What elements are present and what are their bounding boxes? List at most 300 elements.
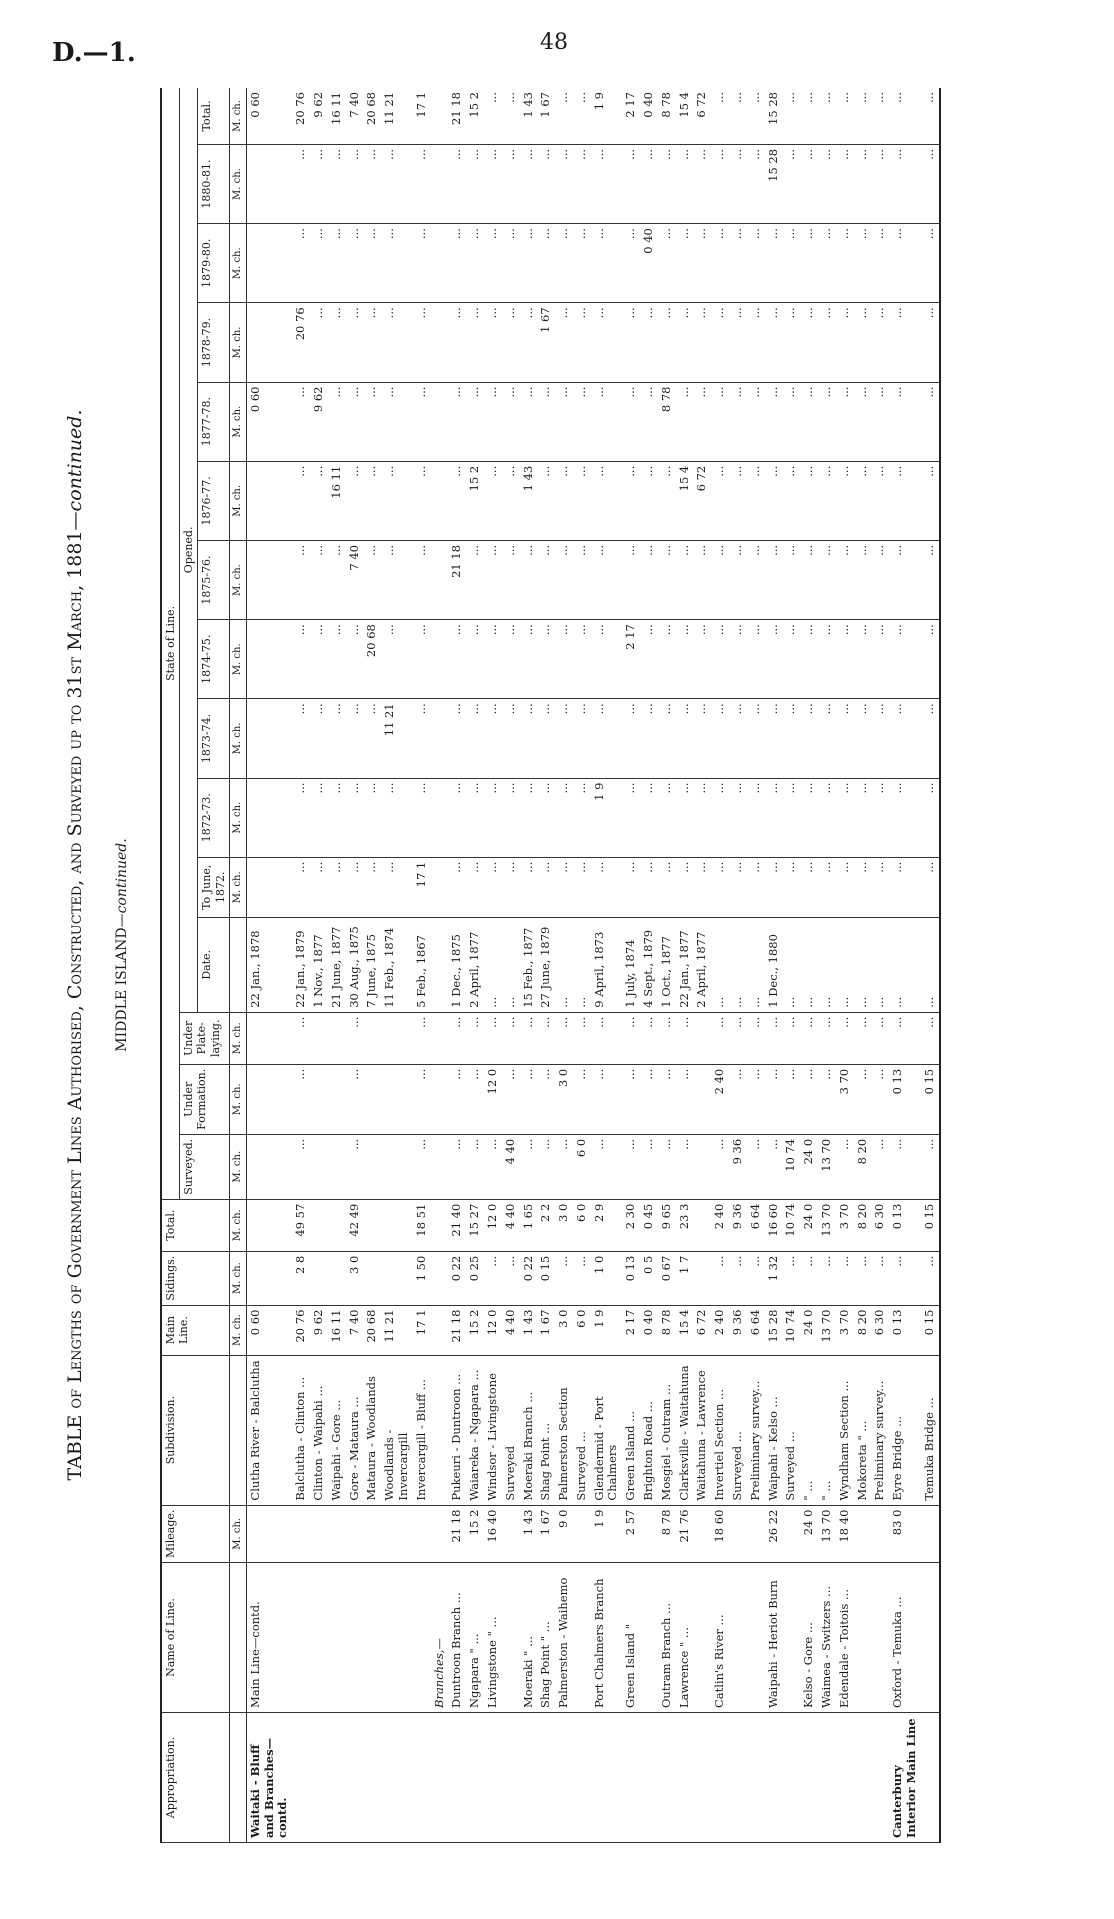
cell-tot: 0 13 (889, 1199, 921, 1251)
cell-sub: Clarksville - Waitahuna (676, 1355, 694, 1505)
cell-app (765, 1713, 783, 1843)
table-row (729, 88, 747, 1843)
cell-surv: ... (413, 1134, 431, 1199)
cell-plate: ... (765, 1012, 783, 1064)
cell-c7576: ... (658, 540, 676, 619)
cell-c7980: ... (346, 224, 364, 303)
cell-main: 10 74 (782, 1305, 800, 1355)
cell-date: ... (800, 917, 818, 1012)
cell-open: ... (484, 88, 502, 144)
cell-c7475: 2 17 (622, 620, 640, 699)
header-mileage: Mileage. (161, 1505, 229, 1562)
cell-app (555, 1713, 573, 1843)
cell-c8081: ... (889, 144, 921, 223)
cell-open: 1 43 (520, 88, 538, 144)
cell-c7475: ... (381, 620, 413, 699)
cell-open: 2 17 (622, 88, 640, 144)
table-row (854, 88, 872, 1843)
cell-c7576: ... (363, 540, 381, 619)
cell-c7374: ... (921, 699, 940, 778)
cell-sub: Palmerston Section (555, 1355, 573, 1505)
header-date: Date. (198, 917, 229, 1012)
cell-plate: ... (413, 1012, 431, 1064)
cell-surv: ... (711, 1134, 729, 1199)
cell-c8081: ... (363, 144, 381, 223)
cell-mileage: 15 2 (466, 1505, 484, 1562)
cell-name: Shag Point " ... (537, 1563, 555, 1713)
cell-c7677: ... (381, 461, 413, 540)
cell-c7677: ... (622, 461, 640, 540)
cell-app: Canterbury Interior Main Line (889, 1713, 921, 1843)
cell-c7273: ... (328, 778, 346, 857)
cell-sid: 0 13 (622, 1251, 640, 1305)
cell-c8081: ... (693, 144, 711, 223)
table-subtitle-suffix: continued. (114, 838, 130, 914)
cell-c7677: ... (921, 461, 940, 540)
cell-c7677: ... (448, 461, 466, 540)
cell-sid: 1 7 (676, 1251, 694, 1305)
cell-c7778: ... (466, 382, 484, 461)
cell-form (328, 1064, 346, 1134)
cell-sub: Preliminary survey... (871, 1355, 889, 1505)
cell-c7980: ... (466, 224, 484, 303)
cell-sid: ... (818, 1251, 836, 1305)
cell-open: 11 21 (381, 88, 413, 144)
cell-plate (381, 1012, 413, 1064)
cell-sid: ... (555, 1251, 573, 1305)
cell-app (854, 1713, 872, 1843)
cell-form: ... (622, 1064, 640, 1134)
table-row (836, 88, 854, 1843)
cell-c7374: ... (448, 699, 466, 778)
cell-name (640, 1563, 658, 1713)
table-title-suffix: continued. (64, 409, 86, 512)
cell-date: ... (818, 917, 836, 1012)
cell-form: ... (413, 1064, 431, 1134)
cell-surv: ... (484, 1134, 502, 1199)
cell-jun72: ... (854, 857, 872, 917)
cell-c7475: ... (711, 620, 729, 699)
cell-c7778: 9 62 (310, 382, 328, 461)
cell-c7677: ... (413, 461, 431, 540)
cell-plate: ... (520, 1012, 538, 1064)
cell-jun72: ... (591, 857, 623, 917)
cell-mileage (573, 1505, 591, 1562)
cell-form: ... (854, 1064, 872, 1134)
cell-c7778: 8 78 (658, 382, 676, 461)
cell-c7475: ... (573, 620, 591, 699)
table-row (555, 88, 573, 1843)
cell-main: 6 30 (871, 1305, 889, 1355)
cell-main: 6 64 (747, 1305, 765, 1355)
cell-c7273: ... (622, 778, 640, 857)
cell-c7576: ... (502, 540, 520, 619)
cell-open: 8 78 (658, 88, 676, 144)
unit-label: M. ch. (229, 699, 246, 778)
table-title (64, 410, 86, 1481)
cell-mileage: 16 40 (484, 1505, 502, 1562)
header-1875-76: 1875-76. (198, 540, 229, 619)
cell-mileage (363, 1505, 381, 1562)
cell-main: 21 18 (448, 1305, 466, 1355)
cell-c7778: ... (747, 382, 765, 461)
table-row (413, 88, 431, 1843)
cell-c7273: ... (640, 778, 658, 857)
cell-plate: ... (800, 1012, 818, 1064)
cell-c7677: ... (711, 461, 729, 540)
cell-date: ... (854, 917, 872, 1012)
cell-sub: Glendermid - Port Chalmers (591, 1355, 623, 1505)
cell-c7576 (246, 540, 292, 619)
cell-c7576 (431, 540, 449, 619)
cell-c7374: ... (573, 699, 591, 778)
cell-c7273: ... (889, 778, 921, 857)
cell-c8081: ... (591, 144, 623, 223)
cell-surv: ... (622, 1134, 640, 1199)
cell-tot (693, 1199, 711, 1251)
cell-app (640, 1713, 658, 1843)
cell-c7778: ... (502, 382, 520, 461)
cell-c7778: ... (921, 382, 940, 461)
cell-mileage: 9 0 (555, 1505, 573, 1562)
cell-date: 21 June, 1877 (328, 917, 346, 1012)
cell-form: ... (658, 1064, 676, 1134)
table-row (246, 88, 292, 1843)
cell-tot (431, 1199, 449, 1251)
cell-sub: Clinton - Waipahi ... (310, 1355, 328, 1505)
unit-label: M. ch. (229, 382, 246, 461)
cell-c7778: ... (765, 382, 783, 461)
cell-c7576: ... (729, 540, 747, 619)
cell-c8081: ... (800, 144, 818, 223)
cell-c7475: ... (676, 620, 694, 699)
cell-sub: Surveyed ... (573, 1355, 591, 1505)
cell-app (818, 1713, 836, 1843)
cell-jun72: ... (484, 857, 502, 917)
cell-plate: ... (921, 1012, 940, 1064)
cell-c7374: ... (854, 699, 872, 778)
cell-plate (363, 1012, 381, 1064)
header-1879-80: 1879-80. (198, 224, 229, 303)
cell-c7273: ... (537, 778, 555, 857)
cell-sub: Waipahi - Kelso ... (765, 1355, 783, 1505)
cell-c7273 (431, 778, 449, 857)
cell-app (537, 1713, 555, 1843)
cell-name (693, 1563, 711, 1713)
cell-c8081: ... (346, 144, 364, 223)
cell-tot: 0 15 (921, 1199, 940, 1251)
cell-c7576: ... (693, 540, 711, 619)
cell-surv: ... (520, 1134, 538, 1199)
cell-open: 21 18 (448, 88, 466, 144)
cell-name: Ngapara " ... (466, 1563, 484, 1713)
cell-c7879: ... (413, 303, 431, 382)
cell-c7879 (246, 303, 292, 382)
cell-open: ... (836, 88, 854, 144)
cell-sub: Brighton Road ... (640, 1355, 658, 1505)
cell-name (573, 1563, 591, 1713)
cell-date: ... (502, 917, 520, 1012)
cell-c7273: 1 9 (591, 778, 623, 857)
cell-date: ... (484, 917, 502, 1012)
cell-c7374: ... (466, 699, 484, 778)
cell-c7374 (431, 699, 449, 778)
cell-c8081: ... (413, 144, 431, 223)
cell-date: 30 Aug., 1875 (346, 917, 364, 1012)
cell-c7879: ... (466, 303, 484, 382)
cell-c7677: ... (591, 461, 623, 540)
cell-c7475: ... (818, 620, 836, 699)
cell-c7374: ... (747, 699, 765, 778)
cell-mileage: 21 76 (676, 1505, 694, 1562)
cell-sid: ... (871, 1251, 889, 1305)
cell-c7576: ... (381, 540, 413, 619)
cell-surv: 4 40 (502, 1134, 520, 1199)
cell-surv: 10 74 (782, 1134, 800, 1199)
cell-c7879: ... (693, 303, 711, 382)
unit-label: M. ch. (229, 1134, 246, 1199)
cell-mileage: 18 60 (711, 1505, 729, 1562)
cell-c7475: 20 68 (363, 620, 381, 699)
cell-name: Waipahi - Heriot Burn (765, 1563, 783, 1713)
cell-surv: ... (676, 1134, 694, 1199)
cell-plate (246, 1012, 292, 1064)
header-surveyed: Surveyed. (180, 1134, 230, 1199)
cell-date: 1 Nov., 1877 (310, 917, 328, 1012)
cell-c7273: ... (310, 778, 328, 857)
cell-date: ... (921, 917, 940, 1012)
cell-date: ... (782, 917, 800, 1012)
cell-jun72: ... (310, 857, 328, 917)
cell-c7778: ... (292, 382, 310, 461)
cell-c7677: ... (502, 461, 520, 540)
header-under-platelaying: Under Plate-laying. (180, 1012, 230, 1064)
cell-c7475: ... (836, 620, 854, 699)
cell-sid: 0 25 (466, 1251, 484, 1305)
cell-c8081: ... (782, 144, 800, 223)
cell-c7980: ... (555, 224, 573, 303)
cell-open: ... (747, 88, 765, 144)
cell-main: 7 40 (346, 1305, 364, 1355)
cell-c8081: ... (711, 144, 729, 223)
cell-app (310, 1713, 328, 1843)
cell-app (729, 1713, 747, 1843)
cell-main: 0 60 (246, 1305, 292, 1355)
cell-tot: 2 9 (591, 1199, 623, 1251)
cell-form: ... (871, 1064, 889, 1134)
cell-surv: ... (765, 1134, 783, 1199)
cell-c7475: ... (800, 620, 818, 699)
table-row (292, 88, 310, 1843)
unit-label: M. ch. (229, 88, 246, 144)
cell-c7576: ... (537, 540, 555, 619)
cell-open: 6 72 (693, 88, 711, 144)
cell-c7778: ... (729, 382, 747, 461)
unit-cell (229, 1355, 246, 1505)
cell-c7374: ... (836, 699, 854, 778)
cell-c7879: ... (363, 303, 381, 382)
cell-form (693, 1064, 711, 1134)
cell-form: ... (520, 1064, 538, 1134)
cell-form: ... (800, 1064, 818, 1134)
cell-sid (363, 1251, 381, 1305)
cell-jun72: ... (502, 857, 520, 917)
cell-c7374: ... (346, 699, 364, 778)
cell-name (381, 1563, 413, 1713)
cell-c7374: ... (328, 699, 346, 778)
cell-main: 1 43 (520, 1305, 538, 1355)
cell-c7374: ... (676, 699, 694, 778)
cell-app (502, 1713, 520, 1843)
cell-date: 4 Sept., 1879 (640, 917, 658, 1012)
cell-c7475: ... (658, 620, 676, 699)
cell-c7778: ... (818, 382, 836, 461)
cell-main: 15 4 (676, 1305, 694, 1355)
cell-jun72: ... (622, 857, 640, 917)
cell-main: 2 40 (711, 1305, 729, 1355)
cell-app (431, 1713, 449, 1843)
cell-c7374: ... (363, 699, 381, 778)
unit-label: M. ch. (229, 144, 246, 223)
cell-form: ... (346, 1064, 364, 1134)
cell-c7677: 15 4 (676, 461, 694, 540)
cell-c7980: ... (871, 224, 889, 303)
cell-c7374: ... (640, 699, 658, 778)
cell-name (729, 1563, 747, 1713)
cell-c7374: ... (555, 699, 573, 778)
cell-c7980: ... (747, 224, 765, 303)
cell-c7273: ... (292, 778, 310, 857)
cell-form: ... (729, 1064, 747, 1134)
cell-main (431, 1305, 449, 1355)
cell-c7576: 21 18 (448, 540, 466, 619)
cell-date: 11 Feb., 1874 (381, 917, 413, 1012)
cell-main: 2 17 (622, 1305, 640, 1355)
cell-c7677: ... (658, 461, 676, 540)
cell-c7778: ... (800, 382, 818, 461)
table-subtitle-text: MIDDLE ISLAND— (114, 913, 130, 1052)
cell-plate: ... (622, 1012, 640, 1064)
cell-c7374 (246, 699, 292, 778)
cell-date: 27 June, 1879 (537, 917, 555, 1012)
cell-mileage: 1 43 (520, 1505, 538, 1562)
cell-c7980: ... (328, 224, 346, 303)
cell-sid: ... (921, 1251, 940, 1305)
table-row (466, 88, 484, 1843)
cell-c7273: ... (871, 778, 889, 857)
cell-c7778: ... (640, 382, 658, 461)
cell-c8081: ... (502, 144, 520, 223)
unit-label: M. ch. (229, 224, 246, 303)
cell-c7879: ... (381, 303, 413, 382)
cell-c7273: ... (520, 778, 538, 857)
cell-c7576: ... (800, 540, 818, 619)
cell-main: 24 0 (800, 1305, 818, 1355)
cell-c7475: ... (591, 620, 623, 699)
cell-app (346, 1713, 364, 1843)
table-row (782, 88, 800, 1843)
cell-c7374: ... (729, 699, 747, 778)
cell-jun72: ... (889, 857, 921, 917)
cell-c7374: ... (520, 699, 538, 778)
cell-c7778: ... (573, 382, 591, 461)
cell-c7677 (431, 461, 449, 540)
cell-plate (328, 1012, 346, 1064)
cell-name (782, 1563, 800, 1713)
cell-c7778: ... (448, 382, 466, 461)
cell-c7778: ... (537, 382, 555, 461)
cell-tot: 2 2 (537, 1199, 555, 1251)
cell-tot: 4 40 (502, 1199, 520, 1251)
cell-sub: Invercargill - Bluff ... (413, 1355, 431, 1505)
cell-c8081: ... (658, 144, 676, 223)
cell-c7980: ... (363, 224, 381, 303)
cell-c7879: ... (555, 303, 573, 382)
cell-c7980: ... (520, 224, 538, 303)
cell-date: 22 Jan., 1877 (676, 917, 694, 1012)
cell-c7475: ... (484, 620, 502, 699)
cell-c8081: ... (818, 144, 836, 223)
cell-c7677 (246, 461, 292, 540)
cell-c7273 (246, 778, 292, 857)
page-id: D.—1. (52, 38, 136, 68)
table-row (328, 88, 346, 1843)
cell-c7576: ... (889, 540, 921, 619)
table-row (484, 88, 502, 1843)
cell-jun72: ... (381, 857, 413, 917)
cell-tot (328, 1199, 346, 1251)
cell-form: 3 0 (555, 1064, 573, 1134)
cell-jun72: ... (765, 857, 783, 917)
cell-plate: ... (573, 1012, 591, 1064)
cell-c7475: ... (765, 620, 783, 699)
cell-c7374: ... (537, 699, 555, 778)
cell-mileage (747, 1505, 765, 1562)
cell-open: 15 2 (466, 88, 484, 144)
cell-date: 1 Oct., 1877 (658, 917, 676, 1012)
cell-sub: Eyre Bridge ... (889, 1355, 921, 1505)
header-name-of-line: Name of Line. (161, 1563, 229, 1713)
cell-name: Main Line—contd. (246, 1563, 292, 1713)
cell-mileage (782, 1505, 800, 1562)
cell-c7778: ... (782, 382, 800, 461)
cell-c7778: ... (676, 382, 694, 461)
cell-open: ... (921, 88, 940, 144)
cell-open: 15 4 (676, 88, 694, 144)
cell-sid: ... (782, 1251, 800, 1305)
cell-c7374: ... (889, 699, 921, 778)
cell-c7778: ... (711, 382, 729, 461)
cell-mileage (871, 1505, 889, 1562)
table-row (747, 88, 765, 1843)
cell-main: 1 9 (591, 1305, 623, 1355)
cell-plate: ... (448, 1012, 466, 1064)
table-row (889, 88, 921, 1843)
cell-surv (328, 1134, 346, 1199)
cell-c7475: ... (328, 620, 346, 699)
cell-app (711, 1713, 729, 1843)
cell-c8081: ... (484, 144, 502, 223)
cell-c8081: ... (573, 144, 591, 223)
table-title-text: TABLE of Lengths of Government Lines Authorised, Constructed, and Surveyed up to 31st March, 1881— (64, 511, 86, 1481)
cell-sub: Moeraki Branch ... (520, 1355, 538, 1505)
cell-plate: ... (889, 1012, 921, 1064)
cell-mileage: 2 57 (622, 1505, 640, 1562)
cell-mileage: 83 0 (889, 1505, 921, 1562)
cell-c7273: ... (765, 778, 783, 857)
cell-c7980: ... (658, 224, 676, 303)
cell-c7374: ... (658, 699, 676, 778)
